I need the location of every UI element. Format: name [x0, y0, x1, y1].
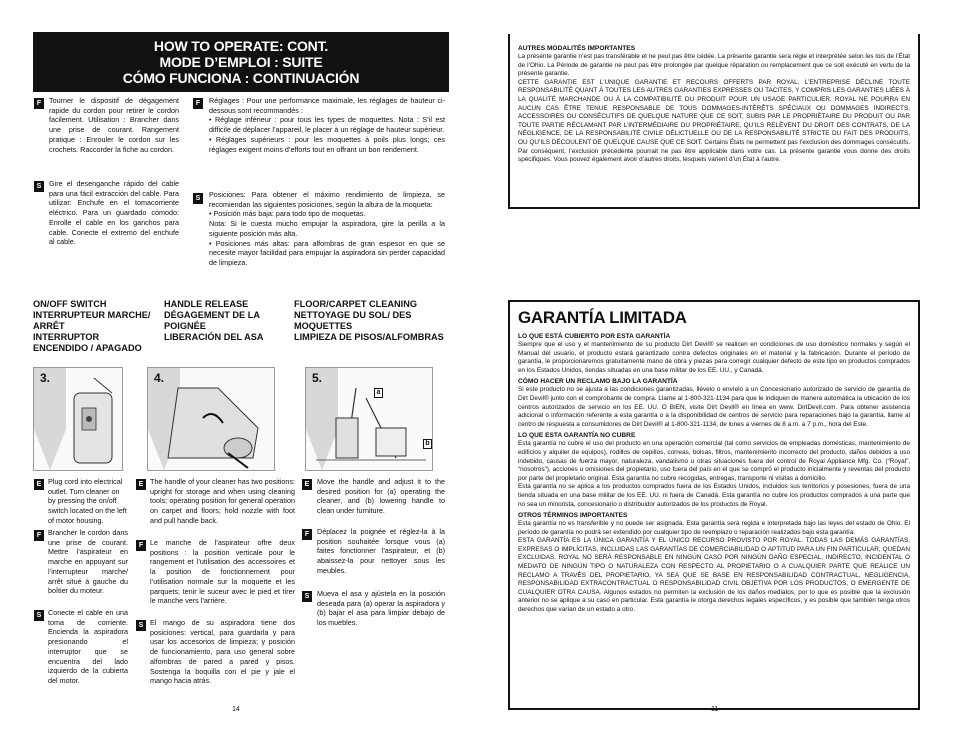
settings-text-fr — [209, 96, 445, 154]
on-off-text-en: Plug cord into electrical outlet. Turn cleaner on by pressing the on/off switch located on the left of motor housing. — [48, 477, 127, 525]
heading-line: ARRÊT — [33, 321, 65, 331]
floor-text-en: Move the handle and adjust it to the desired position for (a) operating the cleaner, and (b) lowering handle to clean under furniture. — [317, 477, 445, 516]
es-claim-heading: CÓMO HACER UN RECLAMO BAJO LA GARANTÍA — [518, 378, 678, 386]
heading-line: POIGNÉE — [164, 321, 206, 331]
heading-line: ENCENDIDO / APAGADO — [33, 343, 142, 353]
figure-label-a: a — [374, 388, 383, 398]
handle-text-fr: Le manche de l’aspirateur offre deux positions : la position verticale pour le rangement et l’utilisation des accessoires et la position de fonctionnement pour l’utilisation normale sur la moquette et les parquets; tenir le suceur avec le pied et tirer le manche vers l’arrière. — [150, 538, 295, 606]
settings-fr-bullet-2: • Réglages supérieurs : pour les moquettes à poils plus longs; ces réglages exigent moins d’efforts tout en offrant un bon rendement. — [209, 134, 445, 154]
lang-tag-fr: F — [34, 98, 44, 109]
heading-line: HANDLE RELEASE — [164, 299, 249, 309]
settings-fr-bullet-1: • Réglage inférieur : pour tous les types de moquettes. Nota : S’il est difficile de déplacer l’appareil, le placer à un réglage de hauteur supérieur. — [209, 115, 445, 135]
on-off-text-fr: Brancher le cordon dans une prise de courant. Mettre l’aspirateur en marche en appuyant sur l’interrupteur marche/ arrêt situé à gauche du boîtier du moteur. — [48, 528, 128, 596]
handle-release-illustration — [148, 368, 275, 471]
page-number: 11 — [711, 706, 719, 713]
figure-label-b: b — [423, 439, 432, 449]
figure-number: 3. — [40, 371, 51, 385]
spanish-warranty-box — [508, 300, 920, 710]
heading-line: INTERRUPTEUR MARCHE/ — [33, 310, 151, 320]
heading-line: MOQUETTES — [294, 321, 353, 331]
page-title-banner — [33, 32, 449, 92]
figure-number: 4. — [154, 371, 165, 385]
on-off-text-es: Conecte el cable en una toma de corriente. Encienda la aspiradora presionando el interruptor que se encuentra del lado izquierdo de la cubierta del motor. — [48, 608, 128, 685]
lang-tag-en: E — [136, 479, 146, 490]
lang-tag-fr: F — [302, 529, 312, 540]
floor-text-fr: Déplacez la poignée et réglez-la à la position souhaitée lorsque vous (a) faites fonctionner l’aspirateur, et (b) abaissez-la pour nettoyer sous les meubles. — [317, 527, 445, 575]
handle-text-es: El mango de su aspiradora tiene dos posiciones: vertical, para guardarla y para usar los accesorios de limpieza; y posición de funcionamiento, para uso general sobre alfombras de pared a pared y pisos. Sostenga la boquilla con el pie y jale el mango hacia atrás. — [150, 618, 295, 686]
lang-tag-es: S — [34, 610, 44, 621]
heading-handle-release — [164, 299, 289, 343]
settings-es-bullet-2: • Posiciones más altas: para alfombras de gran espesor en que se necesite mayor facilidad para empujar la aspiradora sin perder capacidad de limpieza. — [209, 238, 445, 267]
banner-line-fr: MODE D’EMPLOI : SUITE — [159, 54, 323, 70]
page-number: 14 — [232, 706, 240, 713]
es-covered-paragraph: Siempre que el uso y el mantenimiento de su producto Dirt Devil® se realicen en condiciones de uso doméstico normales y según el Manual del usuario, el producto estará garantizado contra defectos originales en el material y la fabricación. Durante el período de garantía, le proporcionaremos gratuitamente mano de obra y piezas para corregir cualquier defecto de este tipo en productos comprados en los Estados Unidos, tiendas situadas en una base militar de los EE. UU., y Canadá. — [518, 341, 910, 374]
french-warranty-box — [508, 34, 920, 209]
heading-line: LIMPIEZA DE PISOS/ALFOMBRAS — [294, 332, 444, 342]
heading-floor-cleaning — [294, 299, 454, 343]
es-claim-paragraph: Si este producto no se ajusta a las condiciones garantizadas, llévelo o envíelo a un Concesionario autorizado de servicio de garantía de Dirt Devil® junto con el comprobante de compra. Llame al 1-800-321-1134 para que le indiquen de manera automática la ubicación de los centros autorizados de servicio en los EE. UU. O BIEN, visite Dirt Devil® en línea en www. DirtDevil.com. Para obtener asistencia adicional o información referente a esta garantía o a la disponibilidad de centros de servicio para reparaciones bajo la garantía, llame al centro de respuesta a consumidores de Dirt Devil® al 1-800-321-1134, de lunes a viernes de 8 a.m. a 7 p.m., hora del Este. — [518, 386, 910, 428]
cord-release-text-es: Gire el desenganche rápido del cable para una fácil extracción del cable. Para utilizar: Enchufe en el tomacorriente eléctrico. Para un guardado cómodo: Enrolle el cable en los ganchos para cable. Conecte el extremo del enchufe al cable. — [49, 179, 179, 247]
es-not-covered-heading: LO QUE ESTA GARANTÍA NO CUBRE — [518, 432, 636, 440]
warranty-title: GARANTÍA LIMITADA — [518, 308, 687, 327]
floor-cleaning-illustration — [306, 368, 433, 471]
vacuum-switch-illustration — [34, 368, 123, 471]
figure-5-floor-cleaning — [305, 367, 433, 471]
heading-on-off-switch — [33, 299, 163, 354]
heading-line: LIBERACIÓN DEL ASA — [164, 332, 264, 342]
heading-line: ON/OFF SWITCH — [33, 299, 107, 309]
banner-line-en: HOW TO OPERATE: CONT. — [153, 38, 329, 54]
settings-fr-intro: Réglages : Pour une performance maximale, les réglages de hauteur ci-dessous sont recommandés : — [209, 96, 445, 115]
settings-es-nota: Nota: Si le cuesta mucho empujar la aspiradora, gire la perilla a la siguiente posición más alta. — [209, 219, 445, 238]
fr-other-terms-paragraph-2: CETTE GARANTIE EST L’UNIQUE GARANTIE ET RECOURS OFFERTS PAR ROYAL. L’ENTREPRISE DÉCLINE TOUTE RESPONSABILITÉ QUANT À TOUTES LES AUTRES GARANTIES EXPRESSES OU TACITES, Y COMPRIS LES GARANTIES LIÉES À LA QUALITÉ MARCHANDE OU À LA COMPATIBILITÉ DU PRODUIT POUR UN USAGE PARTICULIER. ROYAL NE POURRA EN AUCUN CAS ÊTRE TENUE RESPONSABLE DE TOUS DOMMAGES-INTÉRÊTS SPÉCIAUX OU DOMMAGES INDIRECTS, ACCESSOIRES OU CONSÉCUTIFS DE QUELQUE NATURE QUE CE SOIT, SUBIS PAR LE PROPRIÉTAIRE DU PRODUIT OU PAR TOUTE PARTIE RÉCLAMANT PAR L’INTERMÉDIAIRE DU PROPRIÉTAIRE, QU’ILS RELÈVENT DU DROIT DES CONTRATS, DE LA NÉGLIGENCE, DE LA RESPONSABILITÉ CIVILE DÉLICTUELLE OU DE LA RESPONSABILITÉ STRICTE DU FAIT DES PRODUITS, OU QU’ILS DÉCOULENT DE QUELQUE CAUSE QUE CE SOIT. Certains États ne permettent pas l’exclusion des dommages consécutifs. Par conséquent, l’exclusion précédente pourrait ne pas être applicable dans votre cas. La présente garantie vous donne des droits spécifiques. Vous pouvez également avoir d’autres droits, lesquels varient d’un État à l’autre. — [518, 78, 910, 164]
floor-text-es: Mueva el asa y ajústela en la posición deseada para (a) operar la aspiradora y (b) bajar el asa para limpiar debajo de los muebles. — [317, 589, 445, 628]
heading-line: FLOOR/CARPET CLEANING — [294, 299, 418, 309]
es-other-terms-paragraph-2: ESTA GARANTÍA ES LA ÚNICA GARANTÍA Y EL ÚNICO RECURSO PROVISTO POR ROYAL. TODAS LAS DEMÁS GARANTÍAS, EXPRESAS O IMPLÍCITAS, INCLUIDAS LAS GARANTÍAS DE COMERCIABILIDAD O APTITUD PARA UN FIN PARTICULAR, QUEDAN EXCLUIDAS. ROYAL NO SERÁ RESPONSABLE EN NINGÚN CASO POR NINGÚN DAÑO ESPECIAL, INDIRECTO, INCIDENTAL O MEDIATO DE NINGÚN TIPO O NATURALEZA CON RESPECTO AL PROPIETARIO O A CUALQUIER PARTE QUE REALICE UN RECLAMO A TRAVÉS DEL PROPIETARIO, YA SEA QUE SE BASE EN RESPONSABILIDAD CONTRACTUAL, NEGLIGENCIA, RESPONSABILIDAD EXTRACONTRACTUAL O RESPONSABILIDAD CIVIL OBJETIVA POR LOS PRODUCTOS, O EMERGENTE DE CUALQUIER OTRA CAUSA. Algunos estados no permiten la exclusión de los daños mediatos, por lo que es posible que la exclusión anterior no se aplique a su caso en particular. Esta garantía le otorga derechos legales específicos, y es posible que también tenga otros derechos que varían de un estado a otro. — [518, 537, 910, 614]
handle-text-en: The handle of your cleaner has two positions: upright for storage and when using cleaning tools; operating position for general operation on carpet and floors; hold nozzle with foot and pull handle back. — [150, 477, 295, 525]
figure-number: 5. — [312, 371, 323, 385]
fr-other-terms-paragraph-1: La présente garantie n’est pas transférable et ne peut pas être cédée. La présente garantie sera régie et interprétée selon les lois de l’État de l’Ohio. La Période de garantie ne peut pas être prolongée par quelque réparation ou remplacement que ce soit exécuté en vertu de la présente garantie. — [518, 53, 910, 78]
heading-line: NETTOYAGE DU SOL/ DES — [294, 310, 412, 320]
figure-3-on-off-switch — [33, 367, 123, 471]
heading-line: DÉGAGEMENT DE LA — [164, 310, 260, 320]
cord-release-text-fr: Tourner le dispositif de dégagement rapide du cordon pour retirer le cordon facilement. Utilisation : Brancher dans une prise de courant. Rangement pratique : Enrouler le cordon sur les crochets. Raccorder la fiche au cordon. — [49, 96, 179, 154]
lang-tag-es: S — [193, 193, 203, 204]
es-other-terms-paragraph-1: Esta garantía no es transferible y no puede ser asignada. Esta garantía será regida e interpretada bajo las leyes del estado de Ohio. El período de garantía no podrá ser extendido por cualquier tipo de reemplazo o reparación realizados bajo esta garantía. — [518, 520, 910, 536]
heading-line: INTERRUPTOR — [33, 332, 100, 342]
lang-tag-en: E — [302, 479, 312, 490]
settings-text-es — [209, 190, 445, 268]
es-other-terms-heading: OTROS TÉRMINOS IMPORTANTES — [518, 512, 628, 520]
es-not-covered-paragraph-1: Esta garantía no cubre el uso del producto en una operación comercial (tal como servicios de empleadas domésticas, mantenimiento de edificios y alquiler de equipos), rodillos de cepillos, correas, bolsas, filtros, mantenimiento incorrecto del producto, daños debidos a uso indebido, causas de fuerza mayor, naturaleza, vandalismo u otras situaciones fuera del control de Royal Appliance Mfg. Co. (“Royal”, “nosotros”), acciones u omisiones del propietario, uso fuera del país en el que se compró el producto inicialmente y reventas del producto por parte del propietario original. Esta garantía no cubre recogidas, entregas, transporte ni visitas a domicilio. — [518, 440, 910, 482]
fr-other-terms-heading: AUTRES MODALITÉS IMPORTANTES — [518, 45, 636, 52]
lang-tag-es: S — [302, 591, 312, 602]
es-not-covered-paragraph-2: Esta garantía no se aplica a los productos comprados fuera de los Estados Unidos, incluidos sus territorios y posesiones, fuera de una tienda situada en una base militar de los EE. UU. ni fuera de Canadá. Esta garantía no cubre los productos comprados a una parte que no sea un minorista, concesionario o distribuidor autorizados de los productos de Royal. — [518, 483, 910, 508]
lang-tag-es: S — [136, 620, 146, 631]
lang-tag-es: S — [34, 181, 44, 192]
banner-line-es: CÓMO FUNCIONA : CONTINUACIÓN — [122, 70, 360, 86]
lang-tag-fr: F — [193, 98, 203, 109]
settings-es-bullet-1: • Posición más baja: para todo tipo de moquetas. — [209, 209, 366, 219]
es-covered-heading: LO QUE ESTÁ CUBIERTO POR ESTA GARANTÍA — [518, 333, 671, 340]
lang-tag-fr: F — [136, 540, 146, 551]
settings-es-intro: Posiciones: Para obtener el máximo rendimiento de limpieza, se recomiendan las siguientes posiciones, según la altura de la moqueta: — [209, 190, 445, 209]
lang-tag-fr: F — [34, 530, 44, 541]
lang-tag-en: E — [34, 479, 44, 490]
figure-4-handle-release — [147, 367, 275, 471]
